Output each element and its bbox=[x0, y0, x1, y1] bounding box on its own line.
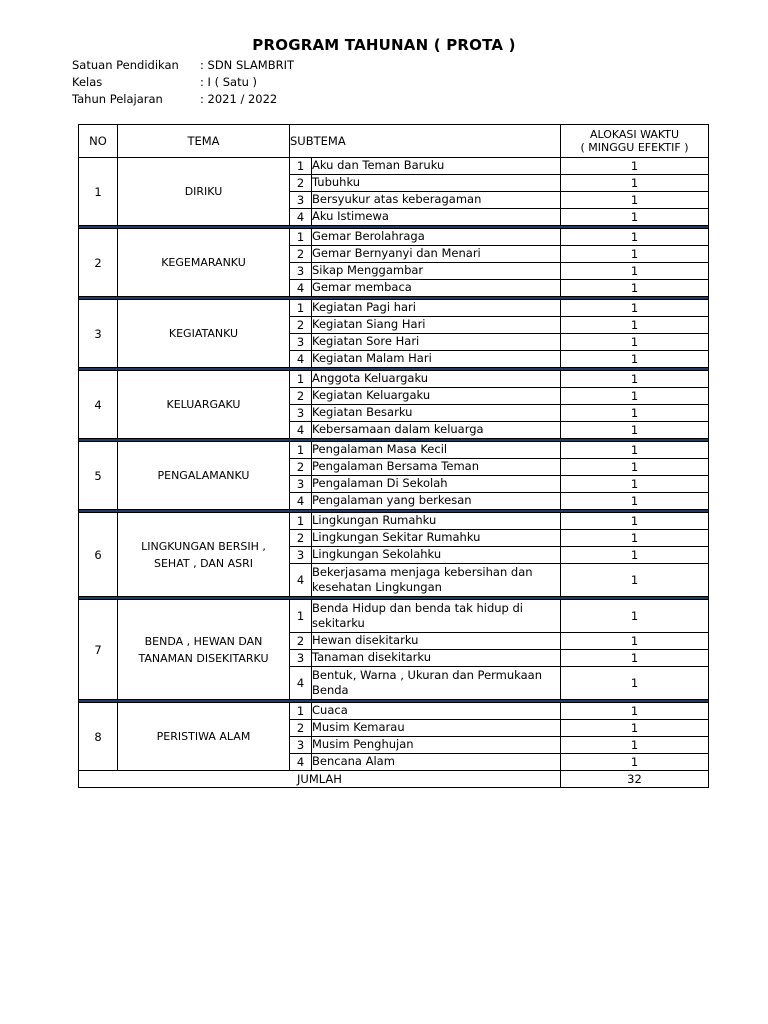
theme-name: KELUARGAKU bbox=[118, 371, 290, 439]
subtheme-number: 3 bbox=[290, 476, 312, 493]
subtheme-number: 3 bbox=[290, 334, 312, 351]
prota-table bbox=[78, 124, 709, 788]
theme-name: PENGALAMANKU bbox=[118, 442, 290, 510]
subtheme-number: 1 bbox=[290, 703, 312, 720]
subtheme-number: 3 bbox=[290, 263, 312, 280]
theme-number: 3 bbox=[79, 300, 118, 368]
total-label: JUMLAH bbox=[79, 771, 561, 788]
subtheme-number: 1 bbox=[290, 371, 312, 388]
subtheme-weeks: 1 bbox=[561, 600, 709, 633]
header-subtema: SUBTEMA bbox=[290, 125, 561, 158]
subtheme-weeks: 1 bbox=[561, 754, 709, 771]
subtheme-weeks: 1 bbox=[561, 388, 709, 405]
subtheme-weeks: 1 bbox=[561, 547, 709, 564]
subtheme-number: 2 bbox=[290, 530, 312, 547]
theme-name-line2: SEHAT , DAN ASRI bbox=[153, 556, 253, 570]
subtheme-name: Gemar Bernyanyi dan Menari bbox=[312, 246, 561, 263]
theme-name-line1: BENDA , HEWAN DAN bbox=[144, 634, 263, 648]
header-alokasi-line2: ( MINGGU EFEKTIF ) bbox=[580, 141, 689, 154]
info-label: Kelas bbox=[72, 75, 103, 89]
subtheme-weeks: 1 bbox=[561, 442, 709, 459]
table-row bbox=[79, 229, 709, 246]
page-title: PROGRAM TAHUNAN ( PROTA ) bbox=[252, 36, 516, 54]
total-row bbox=[79, 771, 709, 788]
info-row-satuan bbox=[72, 57, 294, 74]
subtheme-name: Pengalaman yang berkesan bbox=[312, 493, 561, 510]
subtheme-weeks: 1 bbox=[561, 317, 709, 334]
info-value: : SDN SLAMBRIT bbox=[200, 58, 294, 72]
subtheme-name: Kegiatan Pagi hari bbox=[312, 300, 561, 317]
subtheme-weeks: 1 bbox=[561, 667, 709, 700]
subtheme-name: Bersyukur atas keberagaman bbox=[312, 192, 561, 209]
subtheme-name: Cuaca bbox=[312, 703, 561, 720]
subtheme-name: Benda Hidup dan benda tak hidup di sekitarku bbox=[312, 600, 561, 633]
subtheme-name: Kegiatan Siang Hari bbox=[312, 317, 561, 334]
subtheme-weeks: 1 bbox=[561, 703, 709, 720]
subtheme-name: Kegiatan Malam Hari bbox=[312, 351, 561, 368]
subtheme-name: Musim Penghujan bbox=[312, 737, 561, 754]
info-value: : I ( Satu ) bbox=[200, 75, 258, 89]
table-row bbox=[79, 158, 709, 175]
subtheme-weeks: 1 bbox=[561, 209, 709, 226]
subtheme-weeks: 1 bbox=[561, 405, 709, 422]
info-label: Tahun Pelajaran bbox=[72, 92, 163, 106]
table-row bbox=[79, 371, 709, 388]
subtheme-name: Sikap Menggambar bbox=[312, 263, 561, 280]
theme-number: 2 bbox=[79, 229, 118, 297]
subtheme-number: 2 bbox=[290, 720, 312, 737]
subtheme-name: Lingkungan Sekolahku bbox=[312, 547, 561, 564]
header-tema: TEMA bbox=[118, 125, 290, 158]
theme-number: 8 bbox=[79, 703, 118, 771]
subtheme-number: 2 bbox=[290, 633, 312, 650]
subtheme-name: Bencana Alam bbox=[312, 754, 561, 771]
table-header-row bbox=[79, 125, 709, 158]
subtheme-weeks: 1 bbox=[561, 422, 709, 439]
subtheme-name: Tubuhku bbox=[312, 175, 561, 192]
theme-number: 1 bbox=[79, 158, 118, 226]
subtheme-number: 3 bbox=[290, 192, 312, 209]
subtheme-name: Hewan disekitarku bbox=[312, 633, 561, 650]
info-value: : 2021 / 2022 bbox=[200, 92, 278, 106]
theme-number: 7 bbox=[79, 600, 118, 700]
subtheme-name: Gemar membaca bbox=[312, 280, 561, 297]
subtheme-weeks: 1 bbox=[561, 564, 709, 597]
header-no: NO bbox=[79, 125, 118, 158]
subtheme-name: Pengalaman Di Sekolah bbox=[312, 476, 561, 493]
subtheme-number: 4 bbox=[290, 209, 312, 226]
subtheme-weeks: 1 bbox=[561, 229, 709, 246]
header-alokasi-line1: ALOKASI WAKTU bbox=[589, 128, 680, 141]
subtheme-name: Kebersamaan dalam keluarga bbox=[312, 422, 561, 439]
subtheme-weeks: 1 bbox=[561, 334, 709, 351]
table-row bbox=[79, 600, 709, 633]
subtheme-weeks: 1 bbox=[561, 493, 709, 510]
subtheme-weeks: 1 bbox=[561, 300, 709, 317]
theme-number: 4 bbox=[79, 371, 118, 439]
subtheme-number: 2 bbox=[290, 175, 312, 192]
subtheme-number: 4 bbox=[290, 351, 312, 368]
theme-name: DIRIKU bbox=[118, 158, 290, 226]
subtheme-number: 3 bbox=[290, 405, 312, 422]
subtheme-name: Bekerjasama menjaga kebersihan dan kesehatan Lingkungan bbox=[312, 564, 561, 597]
subtheme-name: Lingkungan Rumahku bbox=[312, 513, 561, 530]
subtheme-name: Tanaman disekitarku bbox=[312, 650, 561, 667]
subtheme-number: 1 bbox=[290, 300, 312, 317]
subtheme-number: 3 bbox=[290, 650, 312, 667]
subtheme-weeks: 1 bbox=[561, 158, 709, 175]
subtheme-weeks: 1 bbox=[561, 175, 709, 192]
subtheme-number: 3 bbox=[290, 737, 312, 754]
subtheme-number: 1 bbox=[290, 229, 312, 246]
table-row bbox=[79, 300, 709, 317]
subtheme-number: 4 bbox=[290, 754, 312, 771]
subtheme-number: 2 bbox=[290, 246, 312, 263]
subtheme-number: 1 bbox=[290, 442, 312, 459]
subtheme-name: Bentuk, Warna , Ukuran dan Permukaan Benda bbox=[312, 667, 561, 700]
theme-name: PERISTIWA ALAM bbox=[118, 703, 290, 771]
subtheme-weeks: 1 bbox=[561, 459, 709, 476]
subtheme-name: Pengalaman Masa Kecil bbox=[312, 442, 561, 459]
subtheme-weeks: 1 bbox=[561, 263, 709, 280]
subtheme-weeks: 1 bbox=[561, 371, 709, 388]
subtheme-number: 4 bbox=[290, 564, 312, 597]
theme-name: KEGEMARANKU bbox=[118, 229, 290, 297]
subtheme-number: 2 bbox=[290, 388, 312, 405]
table-row bbox=[79, 513, 709, 530]
header-alokasi bbox=[561, 125, 709, 158]
subtheme-number: 2 bbox=[290, 459, 312, 476]
subtheme-name: Pengalaman Bersama Teman bbox=[312, 459, 561, 476]
subtheme-name: Musim Kemarau bbox=[312, 720, 561, 737]
total-value: 32 bbox=[561, 771, 709, 788]
subtheme-name: Anggota Keluargaku bbox=[312, 371, 561, 388]
subtheme-name: Kegiatan Sore Hari bbox=[312, 334, 561, 351]
table-row bbox=[79, 703, 709, 720]
subtheme-weeks: 1 bbox=[561, 280, 709, 297]
subtheme-name: Gemar Berolahraga bbox=[312, 229, 561, 246]
subtheme-weeks: 1 bbox=[561, 351, 709, 368]
subtheme-number: 1 bbox=[290, 158, 312, 175]
info-row-kelas bbox=[72, 74, 294, 91]
info-label: Satuan Pendidikan bbox=[72, 58, 179, 72]
subtheme-weeks: 1 bbox=[561, 246, 709, 263]
subtheme-number: 1 bbox=[290, 600, 312, 633]
subtheme-number: 4 bbox=[290, 493, 312, 510]
subtheme-weeks: 1 bbox=[561, 650, 709, 667]
theme-name-line2: TANAMAN DISEKITARKU bbox=[138, 651, 269, 665]
subtheme-number: 4 bbox=[290, 667, 312, 700]
subtheme-name: Aku Istimewa bbox=[312, 209, 561, 226]
subtheme-number: 2 bbox=[290, 317, 312, 334]
theme-name-line1: LINGKUNGAN BERSIH , bbox=[141, 539, 266, 553]
subtheme-number: 3 bbox=[290, 547, 312, 564]
subtheme-weeks: 1 bbox=[561, 476, 709, 493]
theme-number: 6 bbox=[79, 513, 118, 597]
table-row bbox=[79, 442, 709, 459]
subtheme-number: 4 bbox=[290, 280, 312, 297]
theme-name bbox=[118, 513, 290, 597]
theme-number: 5 bbox=[79, 442, 118, 510]
subtheme-name: Aku dan Teman Baruku bbox=[312, 158, 561, 175]
subtheme-weeks: 1 bbox=[561, 720, 709, 737]
theme-name bbox=[118, 600, 290, 700]
subtheme-name: Lingkungan Sekitar Rumahku bbox=[312, 530, 561, 547]
subtheme-name: Kegiatan Keluargaku bbox=[312, 388, 561, 405]
subtheme-weeks: 1 bbox=[561, 513, 709, 530]
school-info bbox=[72, 57, 294, 108]
info-row-tahun bbox=[72, 91, 294, 108]
theme-name: KEGIATANKU bbox=[118, 300, 290, 368]
subtheme-weeks: 1 bbox=[561, 530, 709, 547]
subtheme-weeks: 1 bbox=[561, 633, 709, 650]
subtheme-number: 1 bbox=[290, 513, 312, 530]
subtheme-name: Kegiatan Besarku bbox=[312, 405, 561, 422]
subtheme-number: 4 bbox=[290, 422, 312, 439]
subtheme-weeks: 1 bbox=[561, 192, 709, 209]
subtheme-weeks: 1 bbox=[561, 737, 709, 754]
